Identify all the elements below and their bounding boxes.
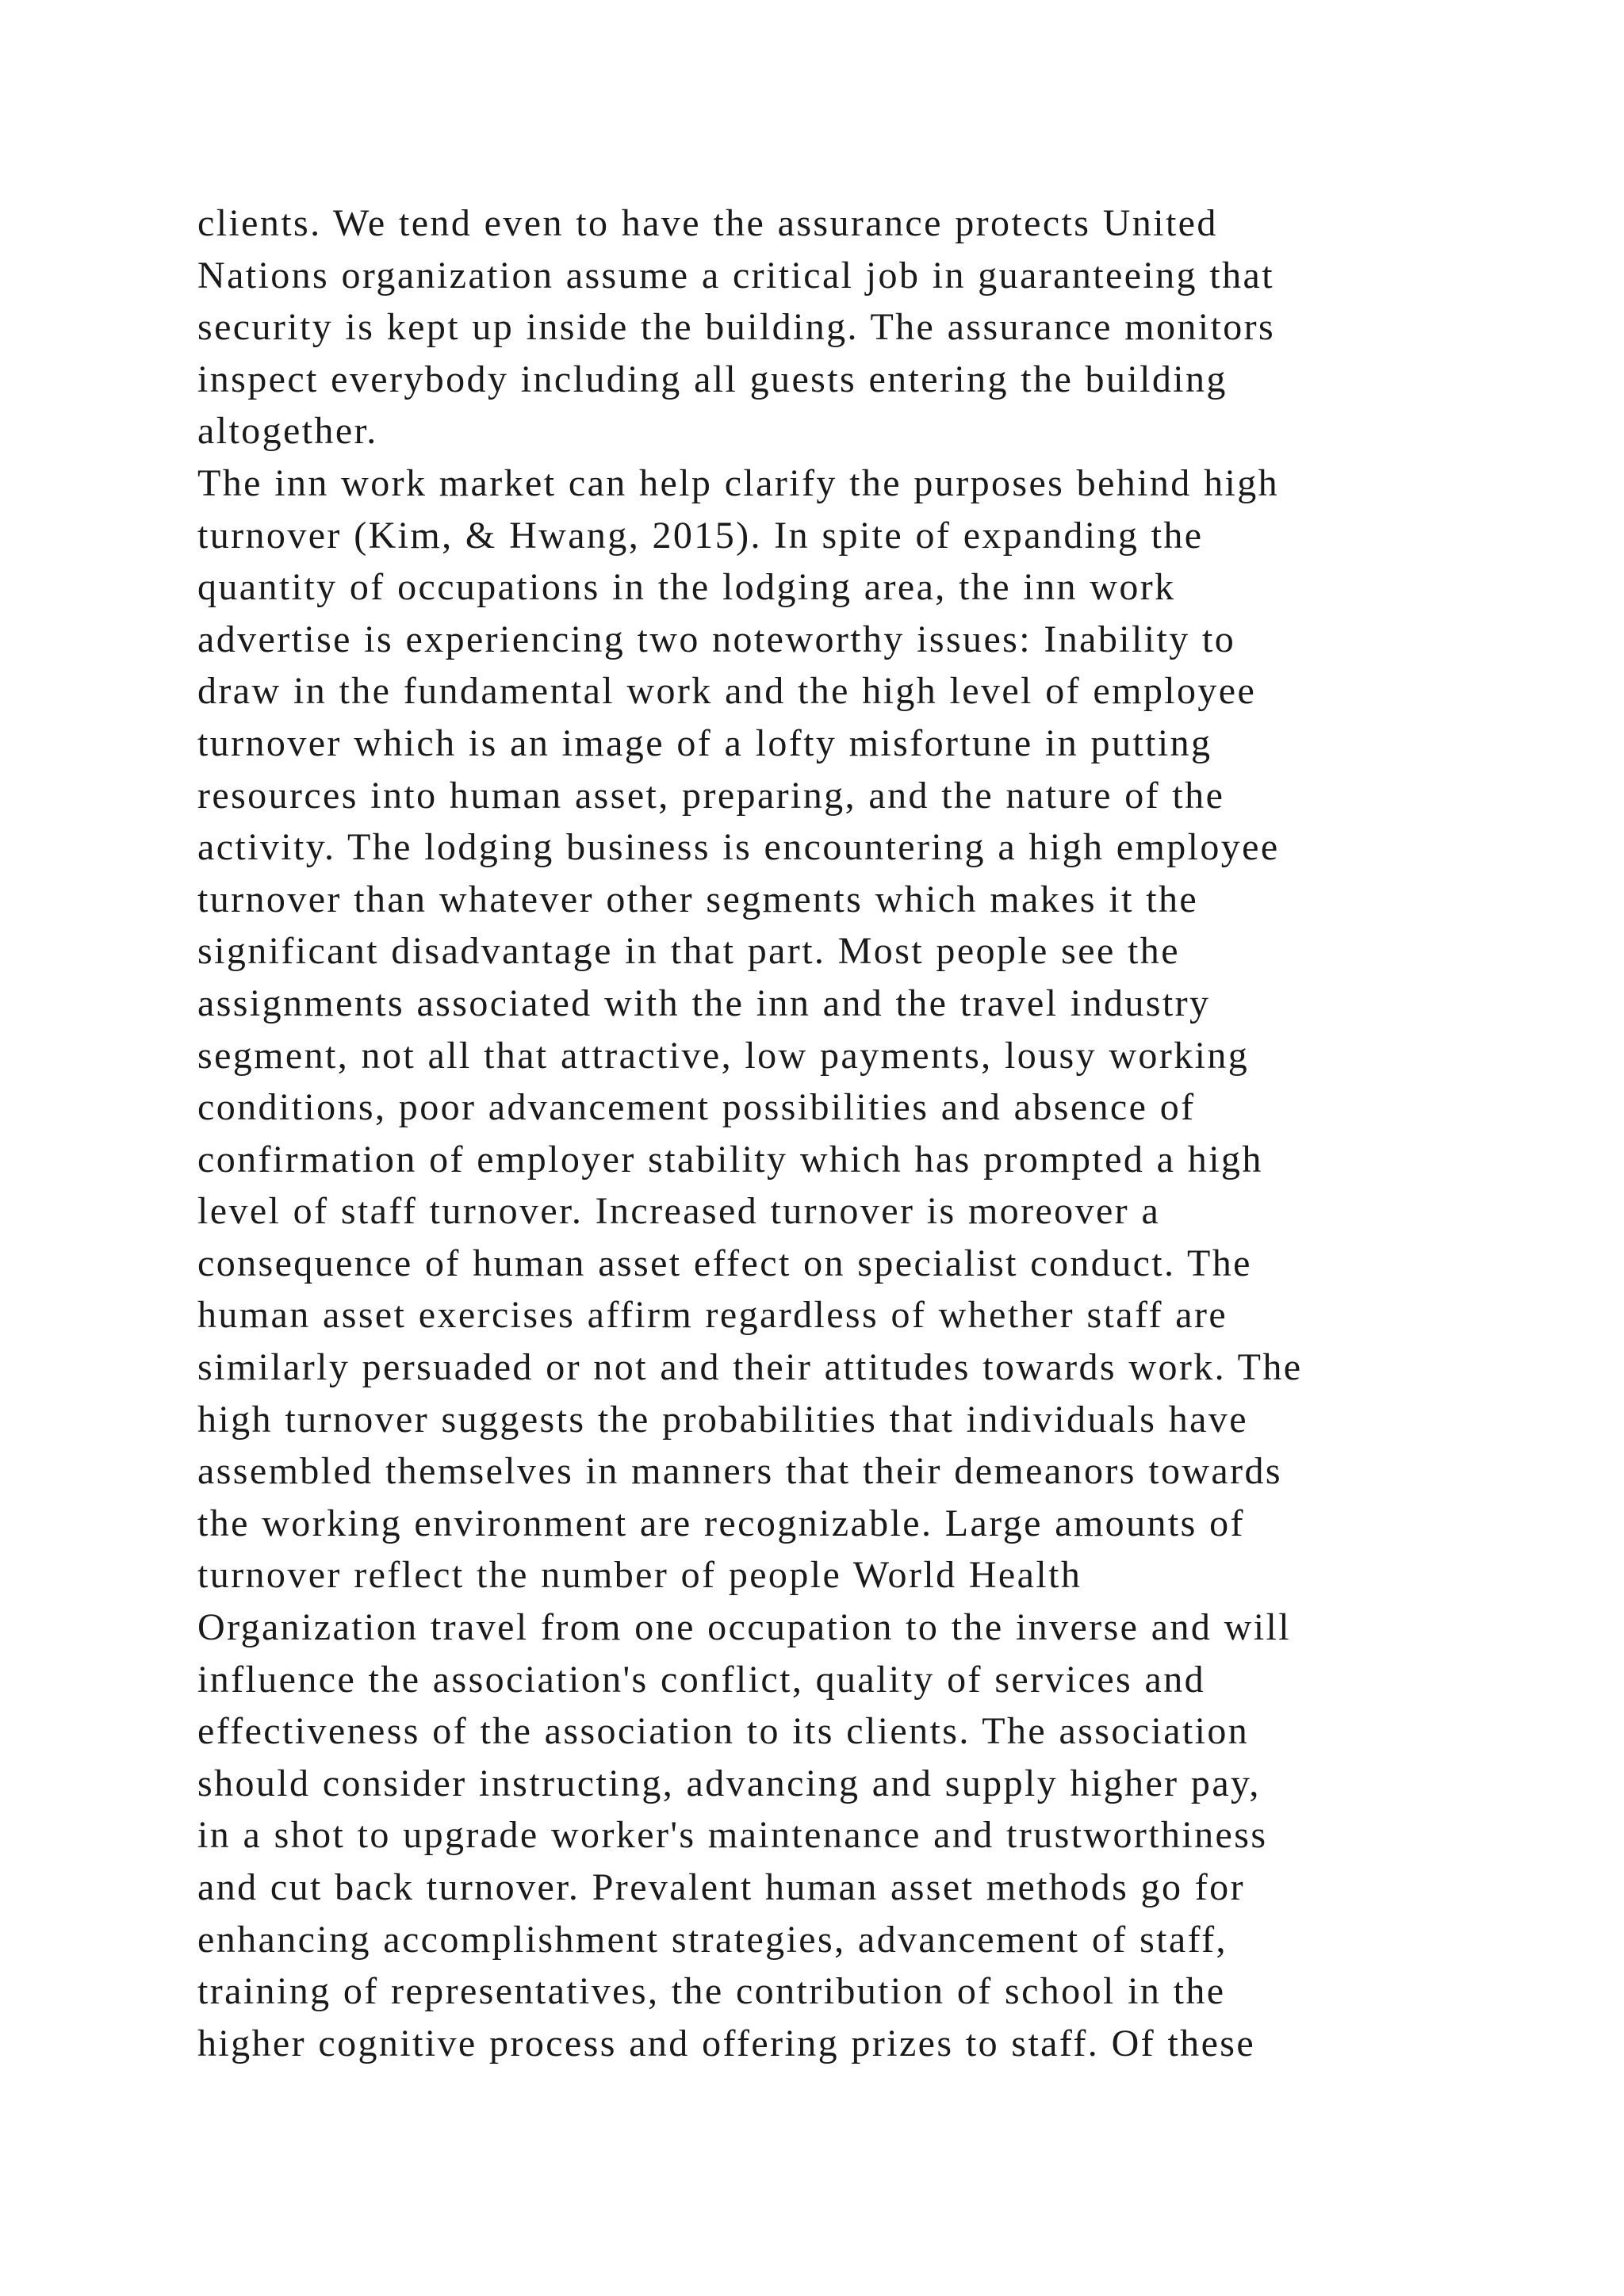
text-line: assignments associated with the inn and the travel industry — [197, 982, 1211, 1024]
text-line: level of staff turnover. Increased turnover is moreover a — [197, 1190, 1161, 1233]
text-line: in a shot to upgrade worker's maintenance and trustworthiness — [197, 1814, 1268, 1857]
text-line: turnover reflect the number of people World Health — [197, 1554, 1082, 1597]
text-line: turnover which is an image of a lofty misfortune in putting — [197, 721, 1212, 764]
text-line: effectiveness of the association to its clients. The association — [197, 1710, 1250, 1753]
text-line: The inn work market can help clarify the purposes behind high — [197, 461, 1280, 504]
text-line: should consider instructing, advancing and supply higher pay, — [197, 1762, 1261, 1804]
text-line: influence the association's conflict, quality of services and — [197, 1658, 1206, 1701]
text-line: turnover than whatever other segments which makes it the — [197, 878, 1199, 920]
text-line: advertise is experiencing two noteworthy issues: Inability to — [197, 618, 1236, 660]
text-line: Nations organization assume a critical job in guaranteeing that — [197, 254, 1274, 297]
text-line: consequence of human asset effect on specialist conduct. The — [197, 1242, 1252, 1284]
text-line: assembled themselves in manners that their demeanors towards — [197, 1450, 1282, 1493]
text-line: quantity of occupations in the lodging area, the inn work — [197, 566, 1176, 609]
text-line: the working environment are recognizable. Large amounts of — [197, 1502, 1245, 1544]
text-line: segment, not all that attractive, low payments, lousy working — [197, 1034, 1250, 1077]
text-line: human asset exercises affirm regardless of whether staff are — [197, 1294, 1228, 1337]
text-line: security is kept up inside the building. The assurance monitors — [197, 306, 1276, 349]
body-text — [197, 197, 1466, 2069]
text-line: altogether. — [197, 410, 378, 453]
text-line: turnover (Kim, & Hwang, 2015). In spite of expanding the — [197, 514, 1204, 557]
text-line: significant disadvantage in that part. Most people see the — [197, 930, 1180, 973]
text-line: confirmation of employer stability which has prompted a high — [197, 1138, 1263, 1181]
text-line: enhancing accomplishment strategies, advancement of staff, — [197, 1918, 1228, 1961]
text-line: inspect everybody including all guests entering the building — [197, 358, 1228, 400]
text-line: and cut back turnover. Prevalent human asset methods go for — [197, 1866, 1245, 1908]
text-line: conditions, poor advancement possibilities and absence of — [197, 1086, 1196, 1129]
text-line: similarly persuaded or not and their attitudes towards work. The — [197, 1346, 1303, 1389]
text-line: high turnover suggests the probabilities that individuals have — [197, 1398, 1248, 1441]
text-line: draw in the fundamental work and the high level of employee — [197, 670, 1257, 713]
text-line: higher cognitive process and offering prizes to staff. Of these — [197, 2022, 1256, 2064]
text-line: clients. We tend even to have the assurance protects United — [197, 202, 1218, 244]
text-line: activity. The lodging business is encountering a high employee — [197, 826, 1280, 869]
text-line: resources into human asset, preparing, and the nature of the — [197, 774, 1225, 817]
text-line: training of representatives, the contribution of school in the — [197, 1970, 1226, 2013]
text-line: Organization travel from one occupation to the inverse and will — [197, 1606, 1291, 1649]
